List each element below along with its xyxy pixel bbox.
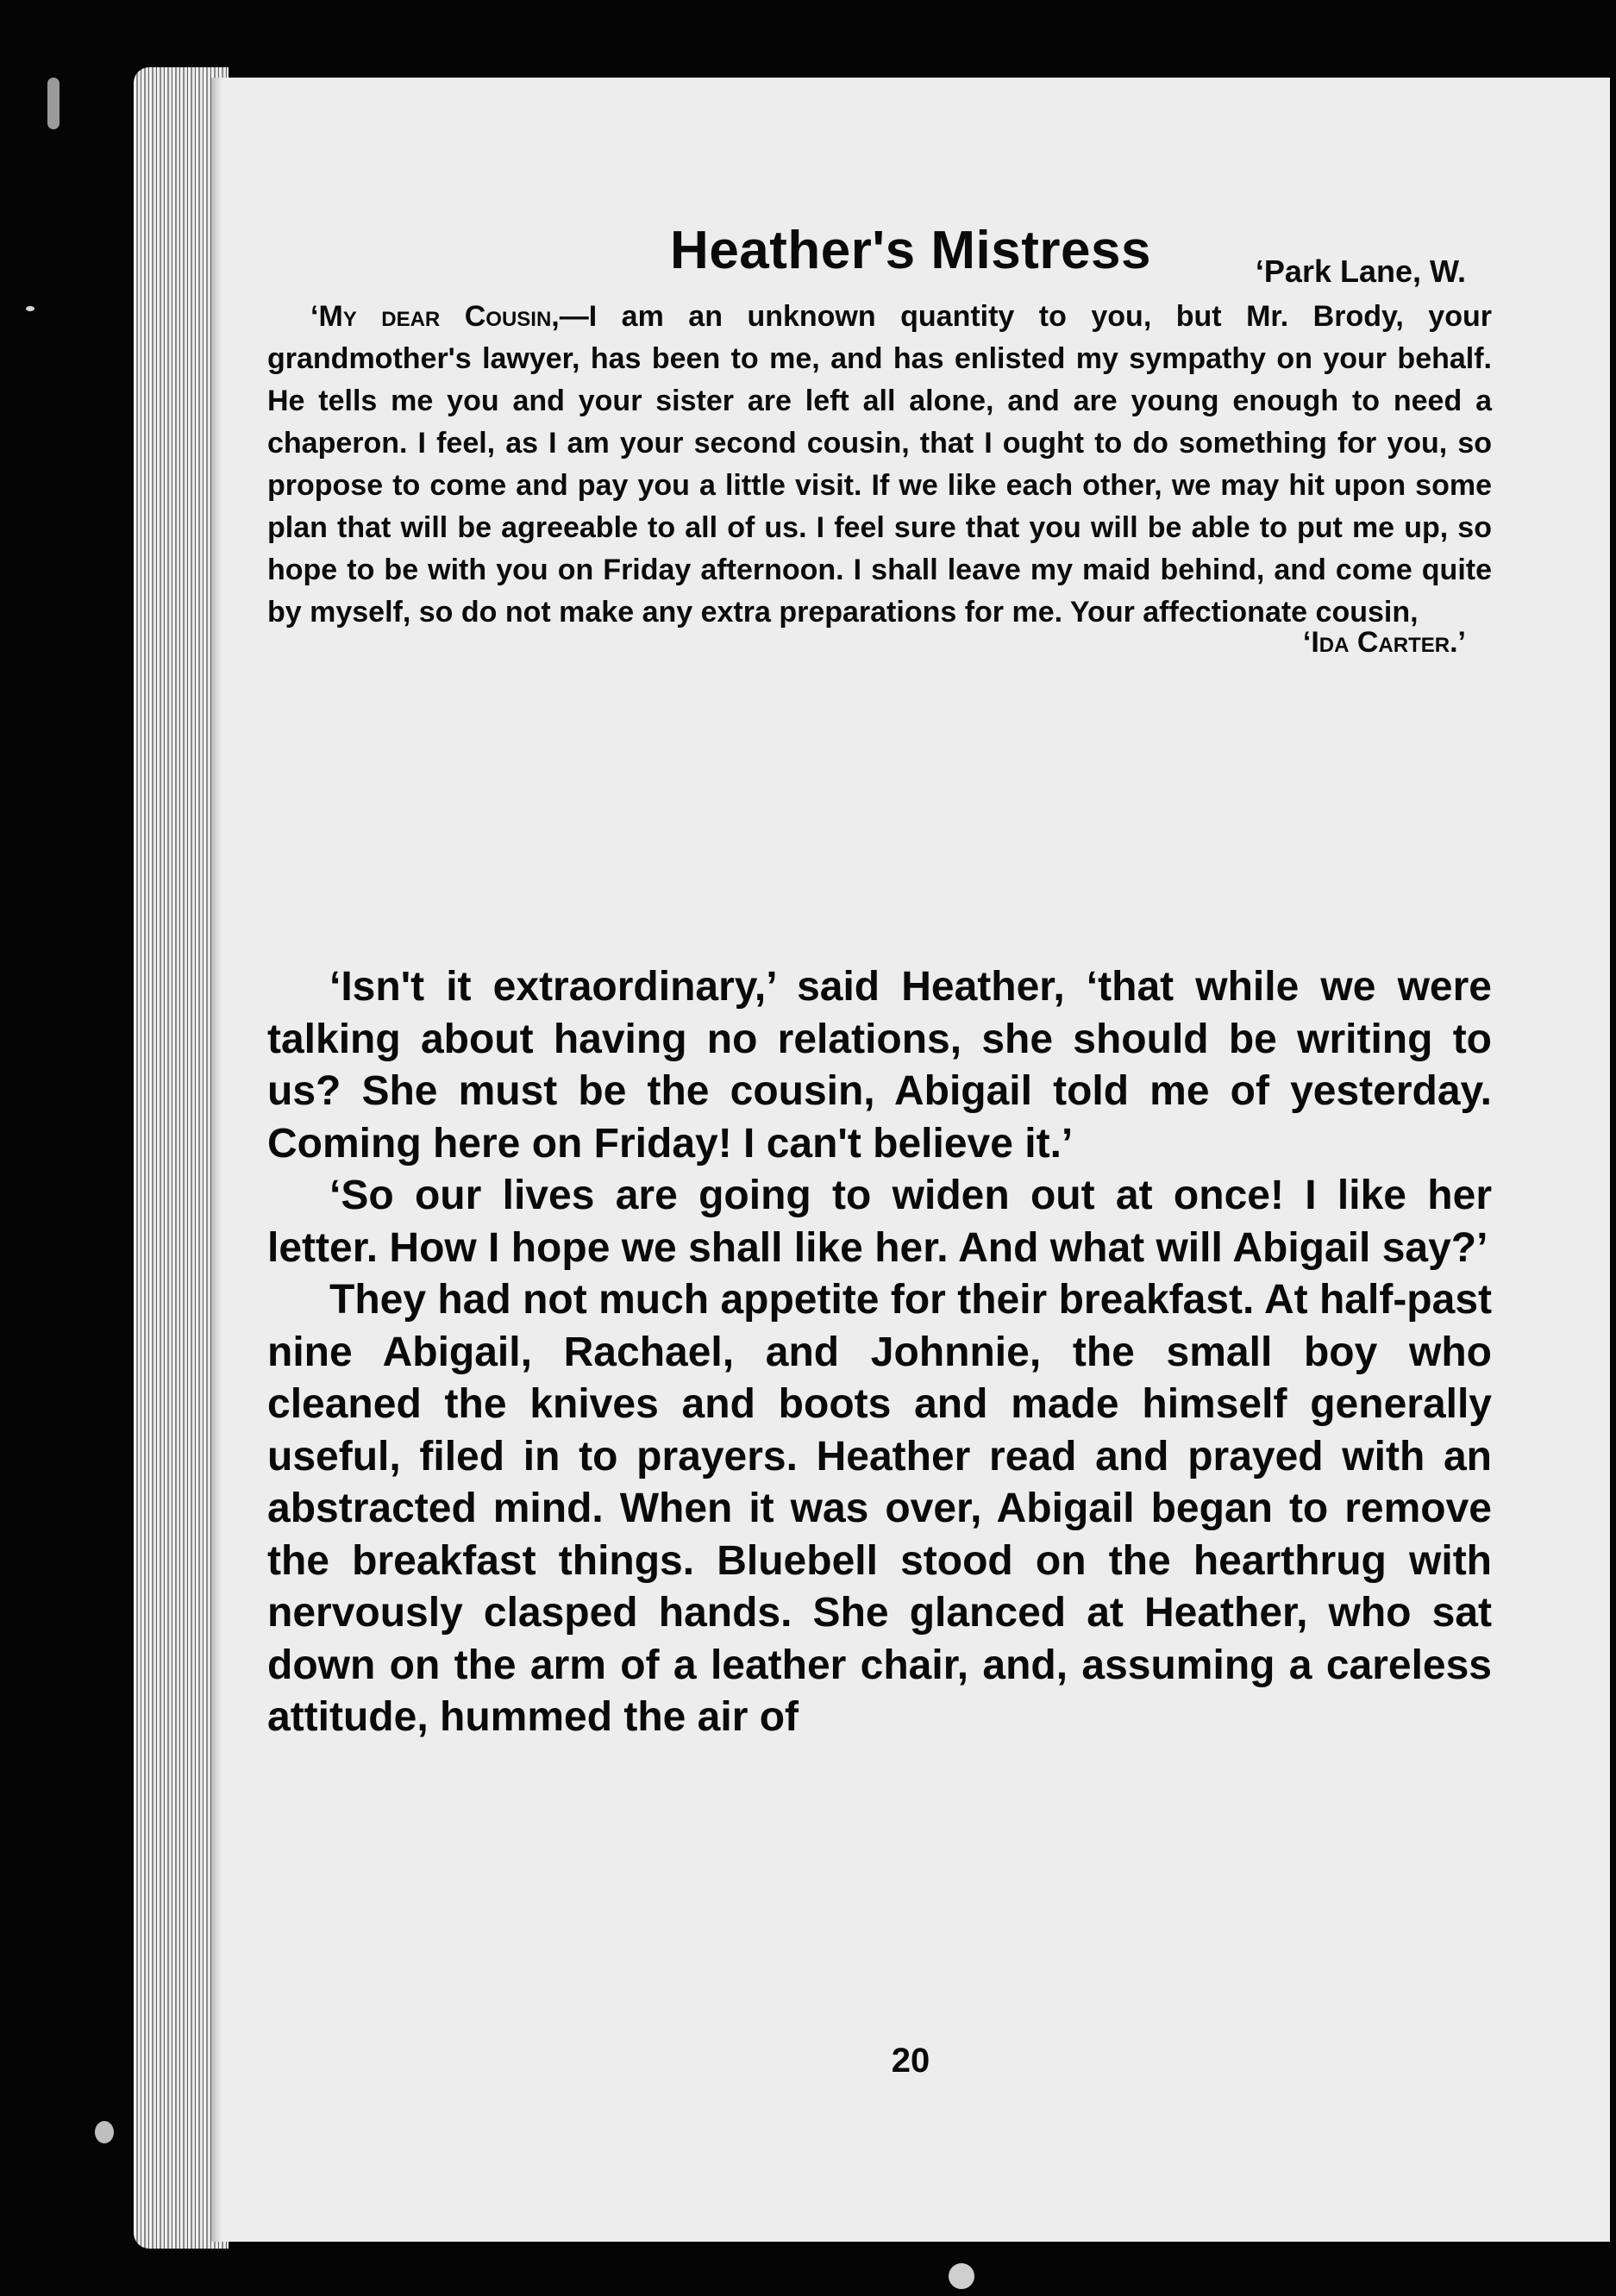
paragraph: ‘Isn't it extraordinary,’ said Heather, ‘that while we were talking about having no relations, she should be writing to us? She must be the cousin, Abigail told me of yesterday. Coming here on Friday! I can't believe it.’ <box>267 964 1492 1167</box>
scan-speck <box>47 78 60 129</box>
letter-text: —I am an unknown quantity to you, but Mr. Brody, your grandmother's lawyer, has been to me, and has enlisted my sympathy on your behalf. He tells me you and your sister are left all alone, and are young enough to need a chaperon. I feel, as I am your second cousin, that I ought to do something for you, so propose to come and pay you a little visit. If we like each other, we may hit upon some plan that will be agreeable to all of us. I feel sure that you will be able to put me up, so hope to be with you on Friday afternoon. I shall leave my maid behind, and come quite by myself, so do not make any extra preparations for me. Your affectionate cousin, <box>267 300 1492 629</box>
page-number: 20 <box>891 2042 930 2080</box>
letter-body <box>267 296 1492 634</box>
running-head: Heather's Mistress <box>670 221 1151 280</box>
scan-speck <box>26 306 34 311</box>
paragraph: They had not much appetite for their breakfast. At half-past nine Abigail, Rachael, and Johnnie, the small boy who cleaned the knives and boots and made himself generally useful, filed in to prayers. Heather read and prayed with an abstracted mind. When it was over, Abigail began to remove the breakfast things. Bluebell stood on the hearthrug with nervously clasped hands. She glanced at Heather, who sat down on the arm of a leather chair, and, assuming a careless attitude, hummed the air of <box>267 1277 1492 1740</box>
letter-address: ‘Park Lane, W. <box>1255 253 1466 289</box>
main-text <box>267 961 1492 1744</box>
letter-salutation: ‘My dear Cousin, <box>310 300 560 333</box>
scan-speck <box>949 2263 974 2289</box>
letter-signature: ‘Ida Carter.’ <box>1302 626 1466 659</box>
scan-speck <box>95 2121 114 2143</box>
page-gutter-shadow <box>211 78 222 2242</box>
paragraph: ‘So our lives are going to widen out at once! I like her letter. How I hope we shall like her. And what will Abigail say?’ <box>267 1173 1492 1271</box>
letter-block <box>267 250 1492 664</box>
